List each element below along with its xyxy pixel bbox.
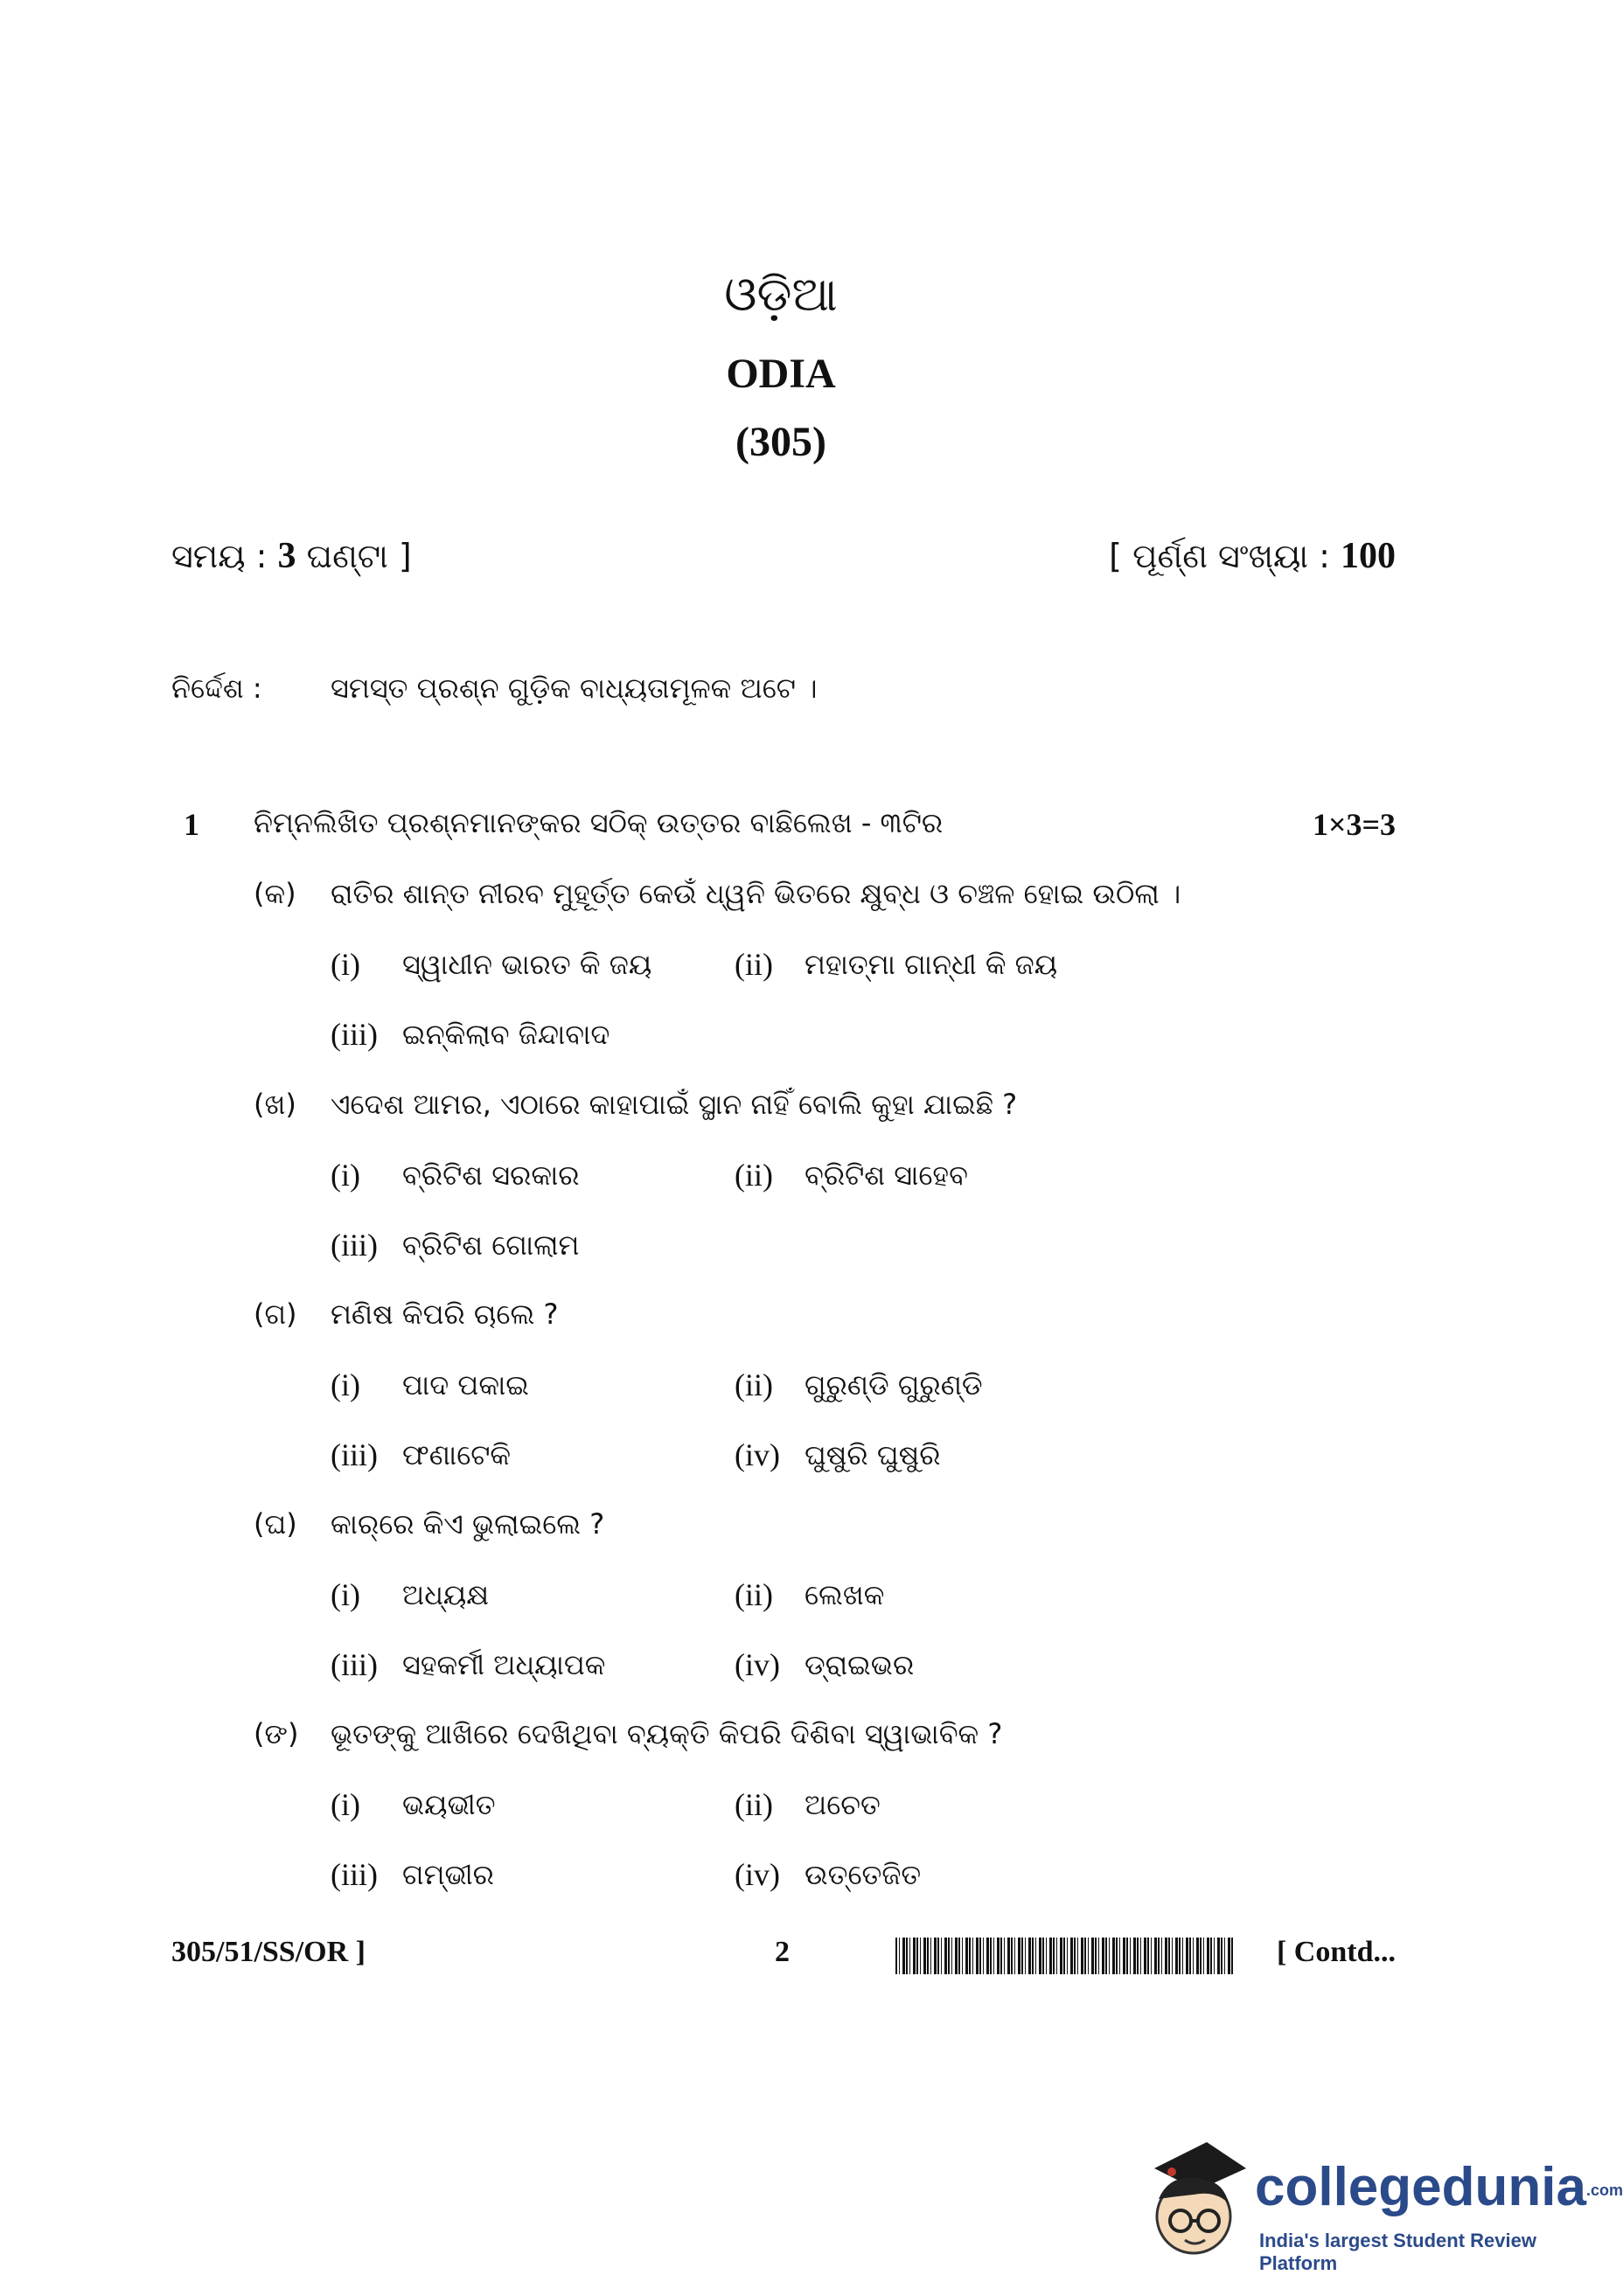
- paper-code: 305/51/SS/OR ]: [171, 1936, 366, 1968]
- option-text: ମହାତ୍ମା ଗାନ୍ଧୀ କି ଜୟ: [805, 948, 1058, 981]
- question-marks: 1×3=3: [1312, 807, 1396, 842]
- subject-code: (305): [735, 419, 826, 465]
- question-text: ନିମ୍ନଲିଖିତ ପ୍ରଶ୍ନମାନଙ୍କର ସଠିକ୍ ଉତ୍ତର ବାଛିଲେଖ - ୩ଟିର: [254, 806, 944, 839]
- option-text: ଡ୍ରାଇଭର: [805, 1648, 915, 1681]
- option-text: ଉତ୍ତେଜିତ: [805, 1858, 922, 1891]
- option-text: ଇନ୍‌କିଲାବ ଜିନ୍ଦାବାଦ: [402, 1018, 610, 1051]
- option-text: ବ୍ରିଟିଶ ସରକାର: [402, 1158, 580, 1192]
- option-number: (i): [331, 947, 360, 982]
- option-number: (iv): [735, 1437, 780, 1472]
- option-text: ଗମ୍ଭୀର: [402, 1858, 494, 1891]
- part-label: (ଖ): [254, 1088, 296, 1121]
- option-number: (i): [331, 1367, 360, 1402]
- brand-suffix: .com: [1585, 2181, 1623, 2200]
- watermark: [1137, 2133, 1623, 2282]
- option-number: (ii): [735, 1577, 773, 1612]
- part-question: କାର୍‌ରେ କିଏ ଭୁଲାଇଲେ ?: [331, 1507, 605, 1541]
- part-question: ଭୂତଙ୍କୁ ଆଖିରେ ଦେଖିଥିବା ବ୍ୟକ୍ତି କିପରି ଦିଶିବା ସ୍ୱାଭାବିକ ?: [331, 1717, 1003, 1750]
- option-number: (iii): [331, 1437, 378, 1472]
- time-info: [171, 535, 412, 577]
- part-label: (ଗ): [254, 1298, 297, 1331]
- time-unit: ଘଣ୍ଟା ]: [306, 537, 412, 575]
- option-text: ଅଧ୍ୟକ୍ଷ: [402, 1578, 490, 1611]
- option-text: ଘୁଷୁରି ଘୁଷୁରି: [805, 1438, 941, 1472]
- option-text: ସହକର୍ମୀ ଅଧ୍ୟାପକ: [402, 1648, 606, 1681]
- option-number: (iv): [735, 1647, 780, 1682]
- option-text: ଗୁରୁଣ୍ଡି ଗୁରୁଣ୍ଡି: [805, 1368, 983, 1402]
- title-english: ODIA: [726, 351, 836, 397]
- time-label: ସମୟ :: [171, 537, 268, 575]
- option-text: ଲେଖକ: [805, 1578, 885, 1611]
- contd-label: [ Contd...: [1276, 1936, 1396, 1968]
- option-number: (iii): [331, 1017, 378, 1052]
- option-number: (i): [331, 1158, 360, 1193]
- option-text: ସ୍ୱାଧୀନ ଭାରତ କି ଜୟ: [402, 948, 652, 981]
- part-question: ମଣିଷ କିପରି ଚାଲେ ?: [331, 1298, 559, 1331]
- brand-tagline: India's largest Student Review Platform: [1259, 2230, 1536, 2274]
- option-number: (iii): [331, 1228, 378, 1263]
- option-text: ପାଦ ପକାଇ: [402, 1368, 529, 1402]
- option-number: (ii): [735, 947, 773, 982]
- option-text: ଭୟଭୀତ: [402, 1788, 496, 1821]
- part-question: ରାତିର ଶାନ୍ତ ନୀରବ ମୁହୂର୍ତ୍ତ କେଉଁ ଧ୍ୱନି ଭିତରେ କ୍ଷୁବ୍ଧ ଓ ଚଞ୍ଚଳ ହୋଇ ଉଠିଲା ।: [331, 877, 1181, 910]
- option-text: ବ୍ରିଟିଶ ଗୋଲାମ: [402, 1228, 580, 1262]
- option-text: ଫଣାଟେକି: [402, 1438, 512, 1472]
- part-label: (ଘ): [254, 1507, 297, 1541]
- instruction-label: ନିର୍ଦ୍ଦେଶ :: [171, 671, 262, 705]
- option-text: ଅଚେତ: [805, 1788, 881, 1821]
- title-odia: ଓଡ଼ିଆ: [724, 267, 838, 322]
- option-text: ବ୍ରିଟିଶ ସାହେବ: [805, 1158, 968, 1192]
- student-mascot-icon: [1137, 2133, 1250, 2282]
- brand-name: collegedunia.com: [1255, 2157, 1623, 2217]
- part-label: (ଙ): [254, 1717, 299, 1750]
- part-question: ଏଦେଶ ଆମର, ଏଠାରେ କାହାପାଇଁ ସ୍ଥାନ ନାହିଁ ବୋଲି କୁହା ଯାଇଛି ?: [331, 1088, 1018, 1121]
- option-number: (ii): [735, 1787, 773, 1822]
- barcode: [895, 1938, 1233, 1974]
- page-number: 2: [775, 1936, 790, 1968]
- question-number: 1: [184, 807, 199, 842]
- marks-value: 100: [1341, 536, 1396, 576]
- option-number: (iv): [735, 1857, 780, 1892]
- instruction-text: ସମସ୍ତ ପ୍ରଶ୍ନ ଗୁଡ଼ିକ ବାଧ୍ୟତାମୂଳକ ଅଟେ ।: [331, 671, 818, 705]
- part-label: (କ): [254, 877, 296, 910]
- option-number: (ii): [735, 1367, 773, 1402]
- time-value: 3: [277, 536, 296, 576]
- option-number: (i): [331, 1787, 360, 1822]
- option-number: (iii): [331, 1647, 378, 1682]
- marks-info: [1109, 535, 1396, 577]
- option-number: (i): [331, 1577, 360, 1612]
- option-number: (iii): [331, 1857, 378, 1892]
- marks-label: [ ପୂର୍ଣ୍ଣ ସଂଖ୍ୟା :: [1109, 537, 1330, 575]
- option-number: (ii): [735, 1158, 773, 1193]
